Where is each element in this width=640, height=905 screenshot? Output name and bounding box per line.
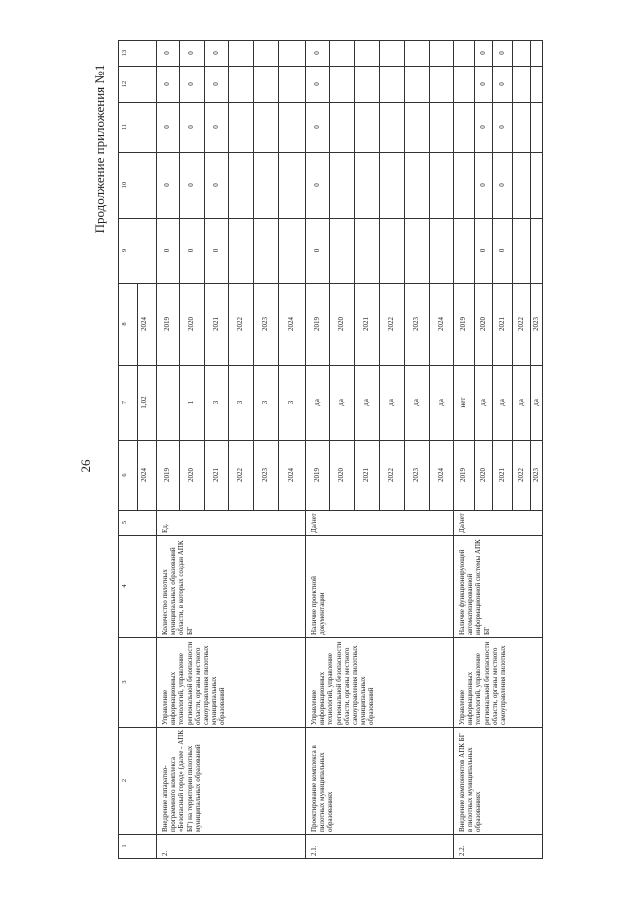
value-c13-text: 0 <box>187 51 195 55</box>
caption: Продолжение приложения №1 <box>92 64 107 234</box>
value-c8 <box>512 283 530 365</box>
value-c6 <box>530 440 542 510</box>
executor-text: Управление информационных технологий, управление региональной безопасности области, органы местного самоуправления пилотных муниципальных образований <box>310 641 376 725</box>
value-c11 <box>329 102 354 152</box>
activity-name-text: Проектирование комплекса в пилотных муниципальных образованиях <box>310 745 335 832</box>
value-c10 <box>453 152 474 218</box>
value-c11 <box>453 102 474 152</box>
value-c12-text: 0 <box>187 82 195 86</box>
value-c6-text: 2020 <box>187 468 195 482</box>
unit <box>455 510 542 535</box>
header-row2-c6-text: 2024 <box>140 468 148 482</box>
rotated-table <box>118 40 542 858</box>
value-c11 <box>474 102 492 152</box>
value-c11 <box>305 102 329 152</box>
value-c9-text: 0 <box>313 248 321 253</box>
value-c9 <box>379 218 404 283</box>
value-c7-text: да <box>387 399 395 406</box>
value-c7 <box>354 365 379 440</box>
header-number-1 <box>118 834 137 858</box>
value-c13 <box>512 40 530 66</box>
value-c6 <box>329 440 354 510</box>
value-c6 <box>512 440 530 510</box>
value-c6-text: 2024 <box>287 468 295 482</box>
value-c7-text: 3 <box>212 400 220 405</box>
value-c9 <box>429 218 453 283</box>
row-number <box>158 834 305 858</box>
value-c7-text: да <box>313 399 321 406</box>
value-c6 <box>278 440 305 510</box>
value-c12 <box>492 66 512 102</box>
value-c6-text: 2019 <box>313 468 321 482</box>
value-c10 <box>156 152 179 218</box>
value-c8 <box>204 283 228 365</box>
value-c13 <box>228 40 253 66</box>
value-c13 <box>429 40 453 66</box>
header-row2-c7-text: 1,02 <box>140 396 148 409</box>
value-c10 <box>228 152 253 218</box>
header-number-3-text: 3 <box>121 680 128 684</box>
activity-name <box>455 727 542 834</box>
value-c8 <box>253 283 278 365</box>
value-c8-text: 2020 <box>187 317 195 331</box>
value-c9 <box>204 218 228 283</box>
value-c8-text: 2019 <box>313 317 321 331</box>
value-c7 <box>379 365 404 440</box>
value-c9 <box>278 218 305 283</box>
value-c6-text: 2023 <box>261 468 269 482</box>
header-number-7 <box>118 365 137 440</box>
value-c13 <box>404 40 429 66</box>
value-c8-text: 2023 <box>532 317 540 331</box>
value-c13 <box>204 40 228 66</box>
value-c6-text: 2019 <box>459 468 467 482</box>
header-number-1-text: 1 <box>121 844 128 848</box>
header-number-11-text: 11 <box>121 123 128 131</box>
value-c12-text: 0 <box>163 82 171 86</box>
value-c7-text: нет <box>459 397 467 408</box>
value-c11 <box>179 102 204 152</box>
value-c10 <box>474 152 492 218</box>
value-c13 <box>474 40 492 66</box>
value-c9 <box>474 218 492 283</box>
value-c7 <box>404 365 429 440</box>
header-row2-c8 <box>137 283 156 365</box>
header-number-5 <box>118 510 137 535</box>
value-c8-text: 2020 <box>337 317 345 331</box>
header-number-10-text: 10 <box>121 181 128 189</box>
value-c6 <box>305 440 329 510</box>
indicator <box>307 535 453 637</box>
value-c6-text: 2020 <box>337 468 345 482</box>
executor <box>307 637 453 727</box>
header-number-7-text: 7 <box>121 400 128 405</box>
value-c10 <box>379 152 404 218</box>
value-c10 <box>204 152 228 218</box>
activity-name-text: Внедрение аппаратно-программного комплекса «Безопасный город» (далее - АПК БГ) на территории пилотных муниципальных образований <box>161 729 202 832</box>
value-c10 <box>512 152 530 218</box>
value-c7 <box>512 365 530 440</box>
value-c8-text: 2024 <box>287 317 295 331</box>
value-c7-text: да <box>517 399 525 406</box>
value-c11 <box>278 102 305 152</box>
value-c11-text: 0 <box>187 125 195 129</box>
value-c11-text: 0 <box>313 125 321 129</box>
value-c13 <box>253 40 278 66</box>
value-c8-text: 2024 <box>437 317 445 331</box>
header-number-4-text: 4 <box>121 584 128 588</box>
value-c12-text: 0 <box>479 82 487 86</box>
value-c8-text: 2019 <box>163 317 171 331</box>
value-c13 <box>305 40 329 66</box>
value-c7-text: 3 <box>287 400 295 405</box>
value-c10-text: 0 <box>187 183 195 187</box>
value-c6 <box>156 440 179 510</box>
header-number-9 <box>118 218 137 283</box>
header-number-8-text: 8 <box>121 322 128 326</box>
header-number-12-text: 12 <box>121 80 128 88</box>
row-number-text: 2. <box>161 850 169 856</box>
value-c10 <box>429 152 453 218</box>
value-c8 <box>453 283 474 365</box>
value-c9 <box>354 218 379 283</box>
value-c7-text: 3 <box>261 400 269 405</box>
value-c12 <box>179 66 204 102</box>
value-c12 <box>429 66 453 102</box>
header-number-12 <box>118 66 137 102</box>
value-c13-text: 0 <box>313 51 321 55</box>
value-c12 <box>204 66 228 102</box>
value-c6 <box>474 440 492 510</box>
value-c11 <box>404 102 429 152</box>
header-number-13-text: 13 <box>121 49 128 57</box>
value-c7 <box>228 365 253 440</box>
value-c11 <box>530 102 542 152</box>
value-c8 <box>278 283 305 365</box>
value-c10-text: 0 <box>212 183 220 187</box>
value-c9-text: 0 <box>479 248 487 253</box>
table-rule <box>118 858 542 859</box>
value-c11 <box>228 102 253 152</box>
value-c6-text: 2021 <box>362 468 370 482</box>
value-c10 <box>404 152 429 218</box>
value-c7-text: 1 <box>187 400 195 405</box>
indicator <box>455 535 542 637</box>
activity-name <box>158 727 305 834</box>
value-c10 <box>179 152 204 218</box>
value-c7 <box>329 365 354 440</box>
value-c13 <box>179 40 204 66</box>
indicator-text: Наличие функционирующей автоматизированной информационной системы АПК БГ <box>458 539 491 635</box>
value-c13-text: 0 <box>498 51 506 55</box>
value-c9 <box>253 218 278 283</box>
value-c13-text: 0 <box>479 51 487 55</box>
value-c7 <box>429 365 453 440</box>
value-c11-text: 0 <box>163 125 171 129</box>
value-c13 <box>379 40 404 66</box>
header-row2-c7 <box>137 365 156 440</box>
value-c11 <box>253 102 278 152</box>
value-c7 <box>204 365 228 440</box>
indicator-text: Количество пилотных муниципальных образований области, в которых создан АПК БГ <box>161 540 194 635</box>
value-c8-text: 2019 <box>459 317 467 331</box>
value-c9 <box>404 218 429 283</box>
value-c9-text: 0 <box>163 248 171 253</box>
row-number-text: 2.2. <box>458 845 466 856</box>
indicator <box>158 535 305 637</box>
value-c12 <box>329 66 354 102</box>
row-number <box>455 834 542 858</box>
value-c11 <box>492 102 512 152</box>
value-c9 <box>492 218 512 283</box>
value-c13 <box>453 40 474 66</box>
value-c12 <box>474 66 492 102</box>
value-c8 <box>228 283 253 365</box>
header-number-2 <box>118 727 137 834</box>
value-c9 <box>329 218 354 283</box>
value-c8 <box>329 283 354 365</box>
value-c11 <box>379 102 404 152</box>
value-c11-text: 0 <box>212 125 220 129</box>
value-c13 <box>278 40 305 66</box>
value-c12 <box>156 66 179 102</box>
value-c8 <box>305 283 329 365</box>
value-c12-text: 0 <box>212 82 220 86</box>
activity-name-text: Внедрение компонентов АПК БГ в пилотных муниципальных образованиях <box>458 733 483 832</box>
value-c6-text: 2021 <box>212 468 220 482</box>
unit-text: Да/нет <box>310 513 318 533</box>
value-c8-text: 2022 <box>517 317 525 331</box>
unit-text: Да/нет <box>458 513 466 533</box>
value-c6-text: 2024 <box>437 468 445 482</box>
value-c6 <box>429 440 453 510</box>
value-c10 <box>530 152 542 218</box>
value-c9 <box>228 218 253 283</box>
value-c9-text: 0 <box>187 248 195 253</box>
value-c12 <box>278 66 305 102</box>
value-c7-text: да <box>362 399 370 406</box>
value-c8 <box>379 283 404 365</box>
value-c9 <box>305 218 329 283</box>
value-c6 <box>253 440 278 510</box>
value-c12 <box>453 66 474 102</box>
value-c9 <box>179 218 204 283</box>
value-c10 <box>492 152 512 218</box>
value-c6-text: 2019 <box>163 468 171 482</box>
value-c9 <box>512 218 530 283</box>
activity-name <box>307 727 453 834</box>
header-number-10 <box>118 152 137 218</box>
value-c6 <box>404 440 429 510</box>
value-c12-text: 0 <box>313 82 321 86</box>
value-c7 <box>492 365 512 440</box>
value-c10 <box>278 152 305 218</box>
value-c6-text: 2023 <box>412 468 420 482</box>
value-c9 <box>156 218 179 283</box>
value-c11 <box>204 102 228 152</box>
value-c8-text: 2023 <box>412 317 420 331</box>
value-c8 <box>354 283 379 365</box>
value-c6-text: 2022 <box>387 468 395 482</box>
value-c7-text: да <box>337 399 345 406</box>
value-c11 <box>512 102 530 152</box>
header-number-5-text: 5 <box>121 520 128 525</box>
value-c6 <box>204 440 228 510</box>
value-c8 <box>530 283 542 365</box>
value-c8 <box>474 283 492 365</box>
value-c9-text: 0 <box>498 248 506 253</box>
table-rule <box>542 40 543 858</box>
header-number-3 <box>118 637 137 727</box>
value-c7-text: да <box>498 399 506 406</box>
header-row2-c8-text: 2024 <box>140 317 148 331</box>
value-c6 <box>453 440 474 510</box>
value-c13 <box>354 40 379 66</box>
value-c8 <box>492 283 512 365</box>
value-c6 <box>379 440 404 510</box>
value-c10-text: 0 <box>163 183 171 187</box>
value-c12 <box>512 66 530 102</box>
value-c13 <box>492 40 512 66</box>
value-c12-text: 0 <box>498 82 506 86</box>
value-c11 <box>429 102 453 152</box>
value-c7 <box>530 365 542 440</box>
value-c12 <box>530 66 542 102</box>
value-c8 <box>404 283 429 365</box>
value-c10 <box>305 152 329 218</box>
value-c12 <box>253 66 278 102</box>
value-c7 <box>278 365 305 440</box>
value-c8-text: 2021 <box>498 317 506 331</box>
value-c8-text: 2021 <box>362 317 370 331</box>
value-c7-text: да <box>437 399 445 406</box>
value-c6-text: 2022 <box>517 468 525 482</box>
page-number: 26 <box>78 459 93 473</box>
value-c13 <box>156 40 179 66</box>
value-c11-text: 0 <box>479 125 487 129</box>
header-number-11 <box>118 102 137 152</box>
value-c7 <box>156 365 179 440</box>
header-row2-c6 <box>137 440 156 510</box>
value-c6-text: 2022 <box>236 468 244 482</box>
value-c6 <box>492 440 512 510</box>
value-c8-text: 2021 <box>212 317 220 331</box>
header-number-6-text: 6 <box>121 473 128 477</box>
value-c8 <box>429 283 453 365</box>
unit-text: Ед. <box>161 523 169 533</box>
value-c12 <box>354 66 379 102</box>
value-c10-text: 0 <box>313 183 321 187</box>
value-c8-text: 2022 <box>387 317 395 331</box>
value-c11-text: 0 <box>498 125 506 129</box>
value-c10 <box>253 152 278 218</box>
value-c6-text: 2023 <box>532 468 540 482</box>
executor-text: Управление информационных технологий, управление региональной безопасности области, органы местного самоуправления пилотных муниципальных образований <box>161 641 227 725</box>
value-c7 <box>474 365 492 440</box>
value-c7 <box>253 365 278 440</box>
value-c6-text: 2021 <box>498 468 506 482</box>
value-c13 <box>530 40 542 66</box>
value-c10-text: 0 <box>498 183 506 187</box>
value-c6 <box>179 440 204 510</box>
value-c10 <box>354 152 379 218</box>
value-c7 <box>179 365 204 440</box>
value-c8 <box>179 283 204 365</box>
value-c9 <box>530 218 542 283</box>
value-c11 <box>156 102 179 152</box>
value-c10 <box>329 152 354 218</box>
value-c11 <box>354 102 379 152</box>
value-c13-text: 0 <box>163 51 171 55</box>
value-c9 <box>453 218 474 283</box>
value-c12 <box>228 66 253 102</box>
value-c6 <box>354 440 379 510</box>
value-c7-text: да <box>412 399 420 406</box>
value-c7 <box>453 365 474 440</box>
value-c12 <box>379 66 404 102</box>
header-number-4 <box>118 535 137 637</box>
row-number-text: 2.1. <box>310 845 318 856</box>
value-c12 <box>305 66 329 102</box>
header-number-8 <box>118 283 137 365</box>
value-c10-text: 0 <box>479 183 487 187</box>
unit <box>158 510 305 535</box>
executor-text: Управление информационных технологий, управление региональной безопасности области, органы местного самоуправления пилотных <box>458 641 508 725</box>
value-c13-text: 0 <box>212 51 220 55</box>
row-number <box>307 834 453 858</box>
value-c13 <box>329 40 354 66</box>
value-c8 <box>156 283 179 365</box>
indicator-text: Наличие проектной документации <box>310 576 327 635</box>
value-c9-text: 0 <box>212 248 220 253</box>
value-c7-text: да <box>479 399 487 406</box>
unit <box>307 510 453 535</box>
value-c8-text: 2023 <box>261 317 269 331</box>
executor <box>158 637 305 727</box>
value-c7-text: да <box>532 399 540 406</box>
value-c6 <box>228 440 253 510</box>
value-c6-text: 2020 <box>479 468 487 482</box>
value-c7 <box>305 365 329 440</box>
header-number-9-text: 9 <box>121 248 128 253</box>
value-c12 <box>404 66 429 102</box>
value-c8-text: 2022 <box>236 317 244 331</box>
value-c8-text: 2020 <box>479 317 487 331</box>
header-number-13 <box>118 40 137 66</box>
executor <box>455 637 542 727</box>
header-number-6 <box>118 440 137 510</box>
value-c7-text: 3 <box>236 400 244 405</box>
header-number-2-text: 2 <box>121 778 128 783</box>
